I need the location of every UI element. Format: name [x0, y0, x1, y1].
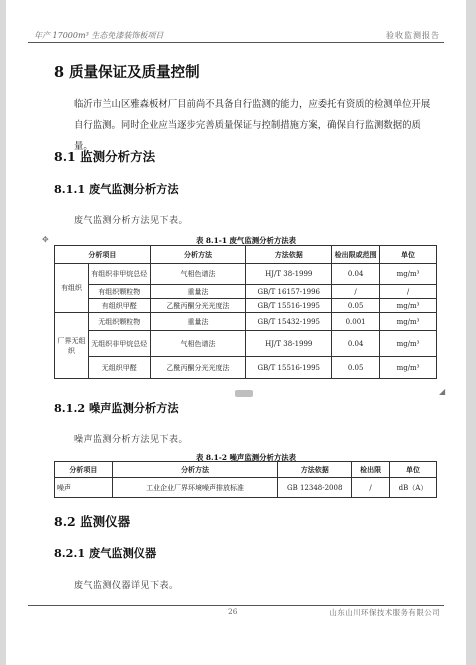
cell-unit: / [380, 285, 437, 299]
header-limit: 检出限或范围 [332, 246, 380, 264]
table-row [55, 285, 437, 299]
table-1-caption: 表 8.1-1 废气监测分析方法表 [195, 236, 297, 245]
cell-unit: mg/m³ [380, 264, 437, 285]
page-number: 26 [228, 607, 238, 616]
page-footer [28, 605, 444, 618]
table-row [55, 478, 437, 498]
table-row [55, 264, 437, 285]
cell-limit: / [352, 478, 390, 498]
section-8-2-1-title: 8.2.1 废气监测仪器 [54, 546, 157, 560]
cell-item: 无组织颗粒物 [88, 313, 150, 331]
cell-method: 乙酰丙酮分光光度法 [150, 357, 246, 379]
cell-item: 无组织非甲烷总烃 [88, 331, 150, 357]
table-row [55, 299, 437, 313]
cell-item: 噪声 [55, 478, 113, 498]
exhaust-gas-method-table [54, 245, 437, 379]
header-unit: 单位 [380, 246, 437, 264]
table-row [55, 331, 437, 357]
cell-basis: GB/T 15432-1995 [246, 313, 332, 331]
cell-basis: GB 12348-2008 [278, 478, 352, 498]
cell-basis: HJ/T 38-1999 [246, 331, 332, 357]
cell-unit: mg/m³ [380, 299, 437, 313]
cell-unit: mg/m³ [380, 357, 437, 379]
cell-limit: 0.001 [332, 313, 380, 331]
cell-item: 有组织非甲烷总烃 [88, 264, 150, 285]
group-fugitive: 厂界无组织 [55, 313, 89, 379]
cell-method: 重量法 [150, 285, 246, 299]
table-header-row [55, 462, 437, 478]
cell-item: 无组织甲醛 [88, 357, 150, 379]
section-8-1-1-text: 废气监测分析方法见下表。 [74, 216, 189, 226]
document-page [6, 0, 466, 665]
add-row-tab[interactable] [235, 390, 253, 397]
section-8-1-2-text: 噪声监测分析方法见下表。 [74, 435, 189, 445]
section-8-2-1-text: 废气监测仪器详见下表。 [74, 581, 179, 591]
cell-basis: HJ/T 38-1999 [246, 264, 332, 285]
cell-item: 有组织甲醛 [88, 299, 150, 313]
cell-limit: 0.04 [332, 331, 380, 357]
section-8-2-title: 8.2 监测仪器 [54, 514, 131, 529]
cell-basis: GB/T 15516-1995 [246, 299, 332, 313]
header-limit: 检出限 [352, 462, 390, 478]
table-2-caption: 表 8.1-2 噪声监测分析方法表 [195, 453, 297, 462]
header-unit: 单位 [390, 462, 437, 478]
cell-limit: / [332, 285, 380, 299]
page-header [28, 28, 444, 43]
cell-item: 有组织颗粒物 [88, 285, 150, 299]
header-item: 分析项目 [55, 462, 113, 478]
cell-method: 乙酰丙酮分光光度法 [150, 299, 246, 313]
cell-basis: GB/T 15516-1995 [246, 357, 332, 379]
cell-limit: 0.04 [332, 264, 380, 285]
section-8-1-1-title: 8.1.1 废气监测分析方法 [54, 182, 179, 196]
cell-unit: mg/m³ [380, 313, 437, 331]
section-8-title: 8 质量保证及质量控制 [54, 64, 200, 81]
cell-unit: dB（A） [390, 478, 437, 498]
cell-method: 工业企业厂界环境噪声排放标准 [112, 478, 277, 498]
group-organized: 有组织 [55, 264, 89, 313]
section-8-1-2-title: 8.1.2 噪声监测分析方法 [54, 401, 179, 415]
footer-company: 山东山川环保技术服务有限公司 [329, 608, 440, 617]
cell-unit: mg/m³ [380, 331, 437, 357]
move-handle-icon[interactable]: ✥ [42, 235, 49, 244]
cell-limit: 0.05 [332, 299, 380, 313]
cell-method: 重量法 [150, 313, 246, 331]
cell-basis: GB/T 16157-1996 [246, 285, 332, 299]
section-8-paragraph: 临沂市兰山区雅森板材厂目前尚不具备自行监测的能力，应委托有资质的检测单位开展自行监测。同时企业应当逐步完善质量保证与控制措施方案，确保自行监测数据的质量。 [74, 99, 431, 152]
section-8-1-title: 8.1 监测分析方法 [54, 149, 156, 164]
header-basis: 方法依据 [246, 246, 332, 264]
resize-handle-icon[interactable]: ◢ [439, 387, 446, 396]
table-row [55, 313, 437, 331]
noise-method-table [54, 461, 437, 498]
header-report-type: 验收监测报告 [386, 31, 440, 40]
header-item: 分析项目 [55, 246, 151, 264]
cell-method: 气相色谱法 [150, 331, 246, 357]
table-header-row [55, 246, 437, 264]
header-method: 分析方法 [150, 246, 246, 264]
table-row [55, 357, 437, 379]
header-method: 分析方法 [112, 462, 277, 478]
header-basis: 方法依据 [278, 462, 352, 478]
cell-method: 气相色谱法 [150, 264, 246, 285]
cell-limit: 0.05 [332, 357, 380, 379]
header-project-name: 年产 17000m³ 生态免漆装饰板项目 [34, 31, 164, 40]
